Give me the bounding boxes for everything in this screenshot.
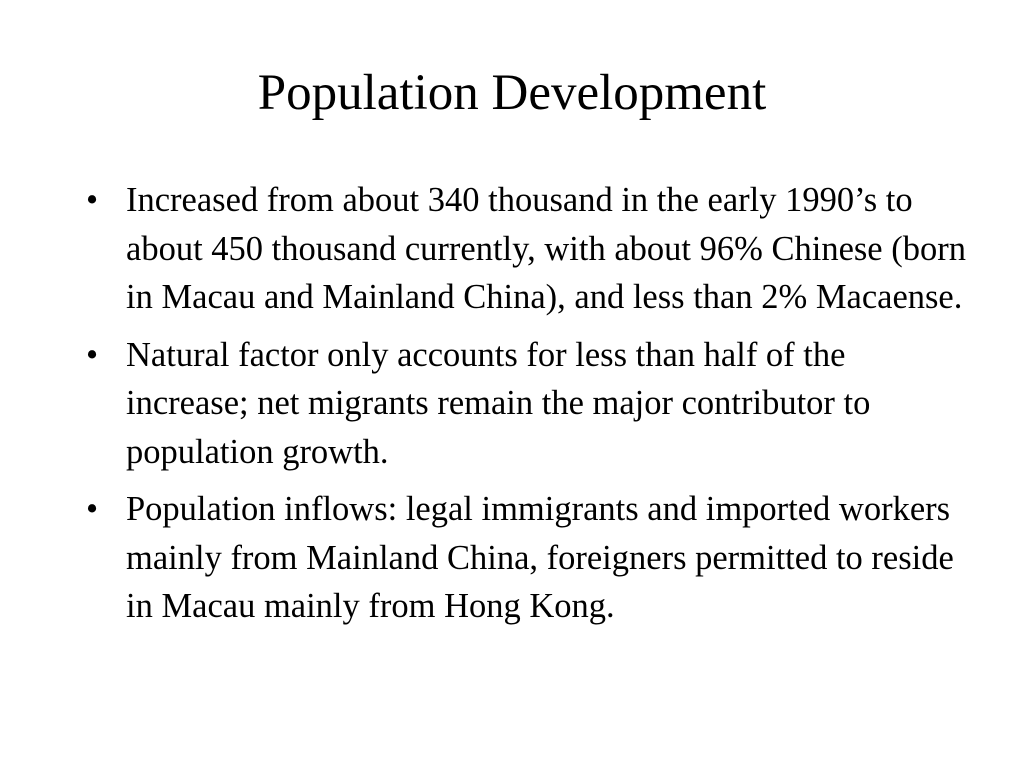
bullet-icon: • — [86, 335, 99, 374]
bullet-text: Increased from about 340 thousand in the early 1990’s to about 450 thousand currently, with about 96% Chinese (born in Macau and Mainland China), and less than 2% Macaense. — [126, 181, 966, 316]
bullet-list — [86, 176, 966, 640]
bullet-item-population-increase — [86, 176, 966, 322]
bullet-text: Population inflows: legal immigrants and imported workers mainly from Mainland China, foreigners permitted to reside in Macau mainly from Hong Kong. — [126, 490, 954, 625]
bullet-item-natural-factor — [86, 331, 966, 477]
bullet-item-population-inflows — [86, 485, 966, 631]
bullet-icon: • — [86, 490, 99, 528]
bullet-icon: • — [86, 181, 99, 219]
bullet-text: Natural factor only accounts for less than half of the increase; net migrants remain the major contributor to population growth. — [126, 335, 871, 471]
slide-title: Population Development — [257, 65, 767, 121]
